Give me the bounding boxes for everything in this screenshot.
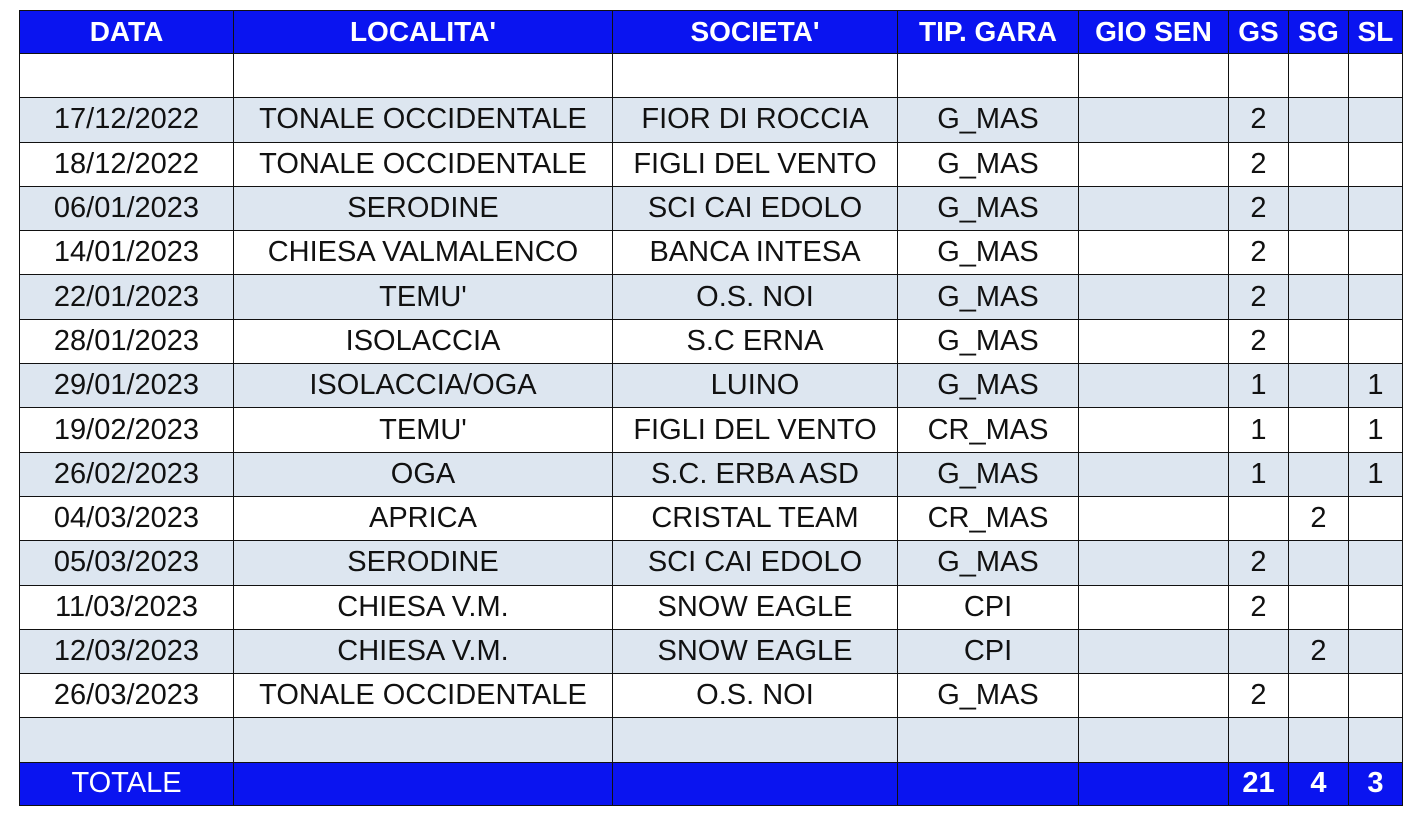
cell-sl [1349, 186, 1403, 230]
cell-gio [1079, 496, 1229, 540]
table-row [20, 319, 1403, 363]
cell-gio [1079, 585, 1229, 629]
table-row [20, 408, 1403, 452]
results-table [19, 10, 1403, 806]
cell-sg [1289, 231, 1349, 275]
total-label: TOTALE [20, 762, 234, 805]
table-row [20, 54, 1403, 98]
cell-societa: BANCA INTESA [613, 231, 898, 275]
cell-gs: 2 [1229, 98, 1289, 142]
table-row [20, 585, 1403, 629]
table-row [20, 231, 1403, 275]
cell-data: 22/01/2023 [20, 275, 234, 319]
cell-localita: SERODINE [234, 541, 613, 585]
cell-gs: 2 [1229, 231, 1289, 275]
cell-localita: CHIESA V.M. [234, 629, 613, 673]
table-row [20, 142, 1403, 186]
cell-gio [1079, 231, 1229, 275]
cell-localita: CHIESA VALMALENCO [234, 231, 613, 275]
cell-tip: G_MAS [898, 275, 1079, 319]
header-sg: SG [1289, 11, 1349, 54]
cell-tip: G_MAS [898, 98, 1079, 142]
cell-gio [1079, 541, 1229, 585]
cell-tip [898, 54, 1079, 98]
header-data: DATA [20, 11, 234, 54]
cell-localita: CHIESA V.M. [234, 585, 613, 629]
cell-localita: SERODINE [234, 186, 613, 230]
cell-societa [613, 718, 898, 762]
cell-gio [1079, 629, 1229, 673]
cell-sl [1349, 142, 1403, 186]
cell-societa: LUINO [613, 364, 898, 408]
cell-data: 26/02/2023 [20, 452, 234, 496]
cell-data [20, 718, 234, 762]
cell-sg [1289, 674, 1349, 718]
cell-localita: ISOLACCIA/OGA [234, 364, 613, 408]
cell-sl [1349, 585, 1403, 629]
table-row [20, 496, 1403, 540]
cell-sl [1349, 275, 1403, 319]
table-row [20, 629, 1403, 673]
cell-sl [1349, 629, 1403, 673]
header-sl: SL [1349, 11, 1403, 54]
cell-gs: 2 [1229, 142, 1289, 186]
cell-tip: G_MAS [898, 541, 1079, 585]
total-gs: 21 [1229, 762, 1289, 805]
cell-localita: TONALE OCCIDENTALE [234, 98, 613, 142]
table-row [20, 674, 1403, 718]
table-row [20, 98, 1403, 142]
cell-localita: TEMU' [234, 408, 613, 452]
cell-gio [1079, 142, 1229, 186]
cell-societa: O.S. NOI [613, 674, 898, 718]
table-row [20, 718, 1403, 762]
cell-tip: G_MAS [898, 452, 1079, 496]
cell-sg [1289, 186, 1349, 230]
cell-sg [1289, 718, 1349, 762]
cell-localita [234, 718, 613, 762]
cell-societa: O.S. NOI [613, 275, 898, 319]
cell-data: 05/03/2023 [20, 541, 234, 585]
cell-societa: S.C. ERBA ASD [613, 452, 898, 496]
table-row [20, 275, 1403, 319]
total-empty-gio [1079, 762, 1229, 805]
cell-sg [1289, 541, 1349, 585]
cell-sl [1349, 231, 1403, 275]
cell-gs [1229, 496, 1289, 540]
cell-gs: 2 [1229, 541, 1289, 585]
cell-gio [1079, 674, 1229, 718]
cell-societa: SCI CAI EDOLO [613, 186, 898, 230]
cell-societa: S.C ERNA [613, 319, 898, 363]
header-gio-sen: GIO SEN [1079, 11, 1229, 54]
cell-sl [1349, 54, 1403, 98]
cell-gs: 1 [1229, 364, 1289, 408]
cell-data: 18/12/2022 [20, 142, 234, 186]
cell-sl [1349, 319, 1403, 363]
cell-sg [1289, 585, 1349, 629]
cell-gio [1079, 452, 1229, 496]
table-body [20, 54, 1403, 763]
cell-localita [234, 54, 613, 98]
cell-sl [1349, 718, 1403, 762]
cell-localita: TONALE OCCIDENTALE [234, 142, 613, 186]
cell-societa: SNOW EAGLE [613, 629, 898, 673]
cell-tip: G_MAS [898, 674, 1079, 718]
cell-sg [1289, 54, 1349, 98]
cell-sg [1289, 319, 1349, 363]
total-empty-societa [613, 762, 898, 805]
cell-gs: 2 [1229, 585, 1289, 629]
cell-sl: 1 [1349, 408, 1403, 452]
cell-sl [1349, 496, 1403, 540]
cell-data [20, 54, 234, 98]
total-sl: 3 [1349, 762, 1403, 805]
cell-tip [898, 718, 1079, 762]
cell-gio [1079, 275, 1229, 319]
cell-gs: 2 [1229, 186, 1289, 230]
cell-sg: 2 [1289, 629, 1349, 673]
cell-sg [1289, 142, 1349, 186]
cell-gio [1079, 718, 1229, 762]
cell-gs: 1 [1229, 452, 1289, 496]
cell-sg [1289, 275, 1349, 319]
cell-societa: SNOW EAGLE [613, 585, 898, 629]
header-tip-gara: TIP. GARA [898, 11, 1079, 54]
cell-societa: CRISTAL TEAM [613, 496, 898, 540]
cell-tip: CPI [898, 585, 1079, 629]
cell-gs [1229, 629, 1289, 673]
cell-tip: G_MAS [898, 319, 1079, 363]
cell-gs: 1 [1229, 408, 1289, 452]
cell-tip: G_MAS [898, 364, 1079, 408]
cell-data: 12/03/2023 [20, 629, 234, 673]
cell-gio [1079, 408, 1229, 452]
cell-tip: G_MAS [898, 142, 1079, 186]
cell-data: 04/03/2023 [20, 496, 234, 540]
table-row [20, 364, 1403, 408]
cell-data: 14/01/2023 [20, 231, 234, 275]
cell-sl: 1 [1349, 364, 1403, 408]
cell-sg [1289, 364, 1349, 408]
total-row [20, 762, 1403, 805]
cell-data: 19/02/2023 [20, 408, 234, 452]
cell-tip: G_MAS [898, 231, 1079, 275]
cell-data: 06/01/2023 [20, 186, 234, 230]
cell-gs [1229, 718, 1289, 762]
cell-sl: 1 [1349, 452, 1403, 496]
cell-localita: TONALE OCCIDENTALE [234, 674, 613, 718]
cell-gs [1229, 54, 1289, 98]
cell-sl [1349, 674, 1403, 718]
header-row [20, 11, 1403, 54]
header-localita: LOCALITA' [234, 11, 613, 54]
table-row [20, 452, 1403, 496]
table-row [20, 541, 1403, 585]
cell-tip: G_MAS [898, 186, 1079, 230]
header-societa: SOCIETA' [613, 11, 898, 54]
cell-tip: CR_MAS [898, 408, 1079, 452]
cell-societa: FIOR DI ROCCIA [613, 98, 898, 142]
cell-gio [1079, 364, 1229, 408]
cell-gio [1079, 319, 1229, 363]
cell-localita: OGA [234, 452, 613, 496]
cell-data: 26/03/2023 [20, 674, 234, 718]
cell-tip: CR_MAS [898, 496, 1079, 540]
cell-gs: 2 [1229, 275, 1289, 319]
cell-societa [613, 54, 898, 98]
cell-societa: FIGLI DEL VENTO [613, 142, 898, 186]
cell-gio [1079, 186, 1229, 230]
cell-sg [1289, 452, 1349, 496]
cell-localita: TEMU' [234, 275, 613, 319]
cell-societa: SCI CAI EDOLO [613, 541, 898, 585]
cell-data: 11/03/2023 [20, 585, 234, 629]
header-gs: GS [1229, 11, 1289, 54]
cell-sg: 2 [1289, 496, 1349, 540]
cell-tip: CPI [898, 629, 1079, 673]
table-row [20, 186, 1403, 230]
cell-data: 17/12/2022 [20, 98, 234, 142]
cell-gs: 2 [1229, 674, 1289, 718]
cell-gs: 2 [1229, 319, 1289, 363]
cell-localita: ISOLACCIA [234, 319, 613, 363]
cell-societa: FIGLI DEL VENTO [613, 408, 898, 452]
total-empty-localita [234, 762, 613, 805]
cell-localita: APRICA [234, 496, 613, 540]
cell-sl [1349, 98, 1403, 142]
total-empty-tip [898, 762, 1079, 805]
cell-sg [1289, 98, 1349, 142]
cell-sl [1349, 541, 1403, 585]
cell-sg [1289, 408, 1349, 452]
cell-data: 28/01/2023 [20, 319, 234, 363]
total-sg: 4 [1289, 762, 1349, 805]
cell-data: 29/01/2023 [20, 364, 234, 408]
cell-gio [1079, 54, 1229, 98]
cell-gio [1079, 98, 1229, 142]
